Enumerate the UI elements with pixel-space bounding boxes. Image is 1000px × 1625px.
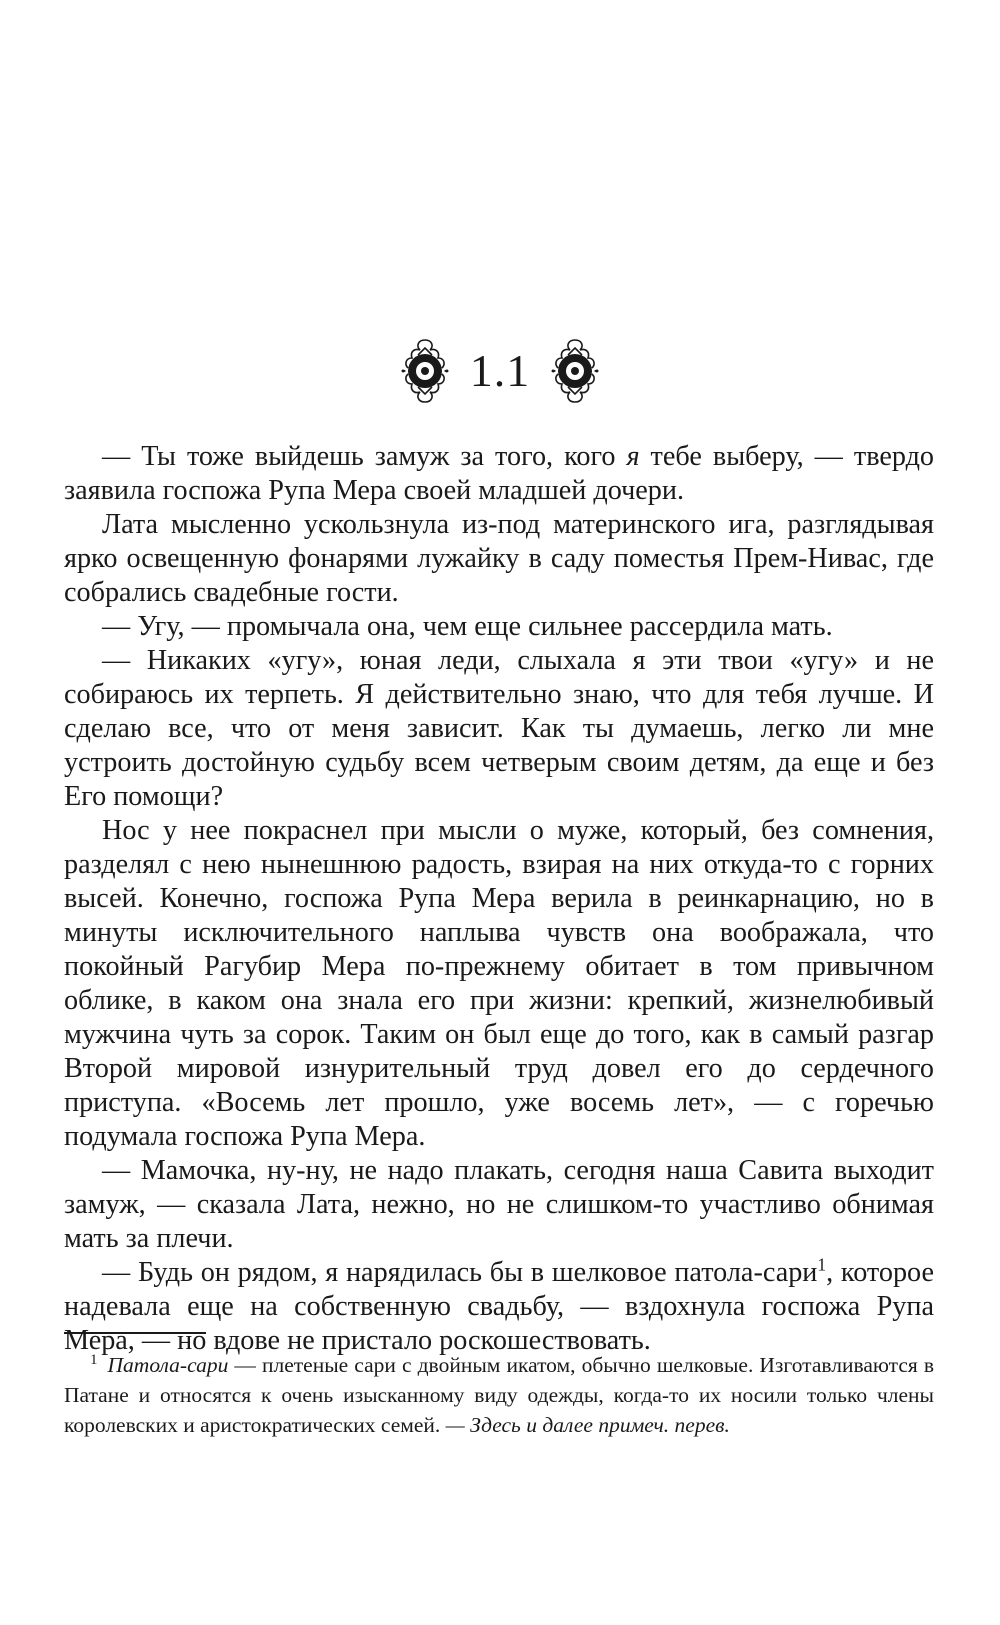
paragraph: — Мамочка, ну-ну, не надо плакать, сегодня наша Савита выходит замуж, — сказала Лата, нежно, но не слишком-то участливо обнимая мать за плечи. [64,1155,934,1254]
floral-ornament-icon [546,336,604,406]
footnote-mark: 1 [90,1351,98,1368]
paragraph: — Будь он рядом, я нарядилась бы в шелковое патола-сари$^1$, которое надевала еще на собственную свадьбу, — вздохнула госпожа Рупа Мера, — но вдове не пристало роскошествовать. [64,1254,935,1356]
floral-ornament-icon [396,336,454,406]
paragraph: — Никаких «угу», юная леди, слыхала я эти твои «угу» и не собираюсь их терпеть. Я действительно знаю, что для тебя лучше. И сделаю все, что от меня зависит. Как ты думаешь, легко ли мне устроить достойную судьбу всем четверым своим детям, да еще и без Его помощи? [64,645,934,812]
body-text [64,440,934,1358]
footnote-reference[interactable]: 1 [817,1254,827,1275]
footnote-editor-note: — Здесь и далее примеч. перев. [445,1413,730,1437]
footnote [64,1350,934,1440]
emphasis: я [626,441,640,472]
paragraph: — Ты тоже выйдешь замуж за того, кого я тебе выберу, — твердо заявила госпожа Рупа Мера своей младшей дочери. [64,441,935,506]
footnote-divider [64,1332,206,1334]
chapter-number: 1.1 [469,345,531,396]
footnote-text: — плетеные сари с двойным икатом, обычно шелковые. Изготавливаются в Патане и относятся к очень изысканному виду одежды, когда-то их носили только члены королевских и аристократических семей. [64,1353,934,1437]
footnote-term: Патола-сари [107,1353,229,1377]
paragraph: — Угу, — промычала она, чем еще сильнее рассердила мать. [102,611,833,642]
paragraph: Нос у нее покраснел при мысли о муже, который, без сомнения, разделял с нею нынешнюю радость, взирая на них откуда-то с горних высей. Конечно, госпожа Рупа Мера верила в реинкарнацию, но в минуты исключительного наплыва чувств она воображала, что покойный Рагубир Мера по-прежнему обитает в том привычном облике, в каком она знала его при жизни: крепкий, жизнелюбивый мужчина чуть за сорок. Таким он был еще до того, как в самый разгар Второй мировой изнурительный труд довел его до сердечного приступа. «Восемь лет прошло, уже восемь лет», — с горечью подумала госпожа Рупа Мера. [64,815,934,1152]
paragraph: Лата мысленно ускользнула из-под материнского ига, разглядывая ярко освещенную фонарями лужайку в саду поместья Прем-Нивас, где собрались свадебные гости. [64,509,934,608]
chapter-heading [0,336,1000,406]
